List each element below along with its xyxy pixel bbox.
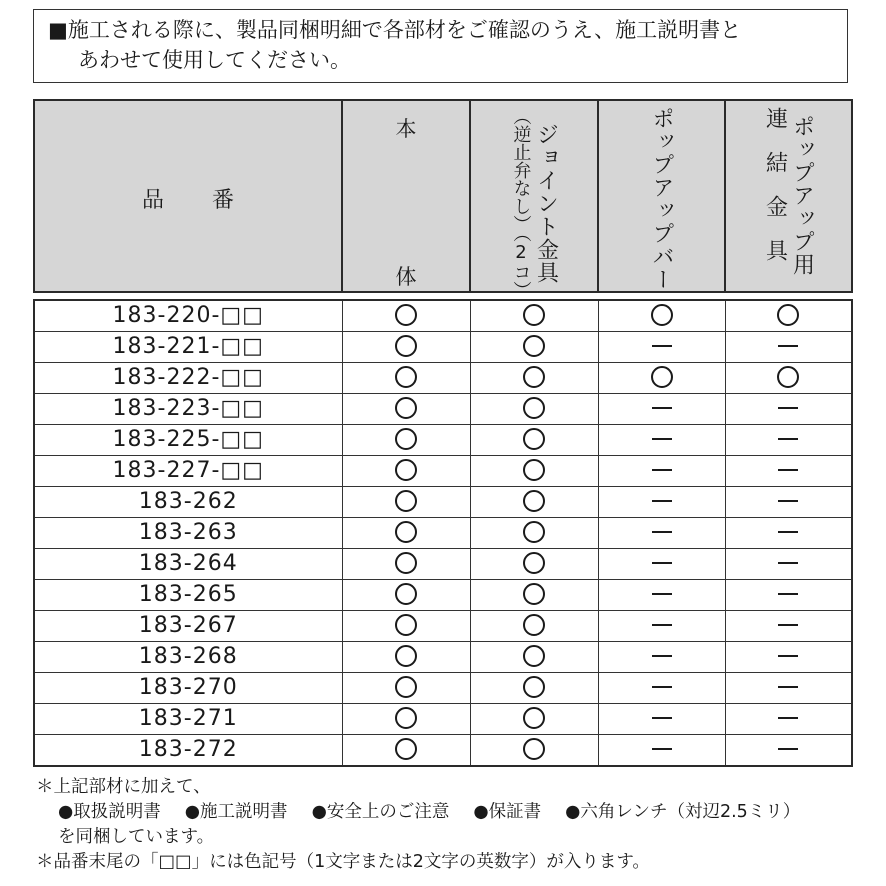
included-mark xyxy=(395,490,417,512)
table-row xyxy=(34,673,852,704)
cell-body xyxy=(342,580,470,611)
header-popup-link-sub: 連結金具 xyxy=(762,107,788,283)
cell-bar xyxy=(598,487,725,518)
notes-section xyxy=(36,775,866,875)
included-mark xyxy=(395,521,417,543)
not-included-mark xyxy=(778,438,798,440)
not-included-mark xyxy=(652,500,672,502)
cell-joint xyxy=(470,487,598,518)
not-included-mark xyxy=(652,531,672,533)
cell-body xyxy=(342,456,470,487)
table-row xyxy=(34,425,852,456)
header-body xyxy=(342,100,470,292)
not-included-mark xyxy=(652,717,672,719)
table-row xyxy=(34,394,852,425)
not-included-mark xyxy=(652,562,672,564)
included-mark xyxy=(523,397,545,419)
not-included-mark xyxy=(652,655,672,657)
note-item: ●保証書 xyxy=(473,802,542,822)
included-mark xyxy=(395,645,417,667)
cell-bar xyxy=(598,735,725,767)
note-item: ●安全上のご注意 xyxy=(311,802,450,822)
cell-link xyxy=(725,394,852,425)
table-row xyxy=(34,611,852,642)
cell-bar xyxy=(598,300,725,332)
note-line-4: ＊品番末尾の「□□」には色記号（1文字または2文字の英数字）が入ります。 xyxy=(36,852,650,872)
cell-body xyxy=(342,673,470,704)
included-mark xyxy=(523,304,545,326)
note-item: ●取扱説明書 xyxy=(58,802,161,822)
included-mark xyxy=(523,490,545,512)
cell-joint xyxy=(470,394,598,425)
product-code: 183-263 xyxy=(34,518,342,549)
note-included-items xyxy=(36,800,866,825)
cell-joint xyxy=(470,611,598,642)
included-mark xyxy=(777,304,799,326)
included-mark xyxy=(395,335,417,357)
cell-body xyxy=(342,704,470,735)
table-body xyxy=(34,300,852,766)
cell-bar xyxy=(598,394,725,425)
not-included-mark xyxy=(778,655,798,657)
cell-bar xyxy=(598,611,725,642)
cell-joint xyxy=(470,363,598,394)
product-code: 183-262 xyxy=(34,487,342,518)
cell-bar xyxy=(598,332,725,363)
included-mark xyxy=(523,552,545,574)
table-row xyxy=(34,332,852,363)
note-line-1: ＊上記部材に加えて、 xyxy=(36,777,211,797)
table-header-row xyxy=(34,100,852,292)
table-row xyxy=(34,363,852,394)
notice-line-2: あわせて使用してください。 xyxy=(78,48,351,72)
header-popup-link-main: ポップアップ用 xyxy=(789,114,815,276)
not-included-mark xyxy=(778,593,798,595)
product-code: 183-223-□□ xyxy=(34,394,342,425)
included-mark xyxy=(523,645,545,667)
not-included-mark xyxy=(778,407,798,409)
cell-joint xyxy=(470,425,598,456)
cell-joint xyxy=(470,642,598,673)
not-included-mark xyxy=(778,469,798,471)
cell-body xyxy=(342,394,470,425)
cell-bar xyxy=(598,425,725,456)
product-code: 183-225-□□ xyxy=(34,425,342,456)
not-included-mark xyxy=(778,562,798,564)
cell-body xyxy=(342,363,470,394)
table-row xyxy=(34,704,852,735)
not-included-mark xyxy=(778,624,798,626)
cell-bar xyxy=(598,456,725,487)
not-included-mark xyxy=(652,748,672,750)
product-code: 183-271 xyxy=(34,704,342,735)
included-mark xyxy=(523,676,545,698)
not-included-mark xyxy=(778,345,798,347)
header-popup-bar-label: ポップアップバー xyxy=(649,107,674,291)
cell-joint xyxy=(470,456,598,487)
not-included-mark xyxy=(652,407,672,409)
cell-body xyxy=(342,518,470,549)
header-joint-sub: （逆止弁なし）（2コ） xyxy=(510,107,532,299)
not-included-mark xyxy=(652,469,672,471)
cell-link xyxy=(725,642,852,673)
product-code: 183-222-□□ xyxy=(34,363,342,394)
cell-body xyxy=(342,300,470,332)
table-row xyxy=(34,518,852,549)
cell-joint xyxy=(470,735,598,767)
included-mark xyxy=(395,397,417,419)
header-hinban-label: 品番 xyxy=(141,188,282,213)
product-code: 183-270 xyxy=(34,673,342,704)
cell-link xyxy=(725,425,852,456)
table-row xyxy=(34,735,852,767)
cell-body xyxy=(342,487,470,518)
included-mark xyxy=(523,366,545,388)
included-mark xyxy=(395,614,417,636)
cell-link xyxy=(725,518,852,549)
cell-bar xyxy=(598,673,725,704)
cell-link xyxy=(725,363,852,394)
table-row xyxy=(34,300,852,332)
product-code: 183-267 xyxy=(34,611,342,642)
notice-box xyxy=(33,9,848,83)
cell-joint xyxy=(470,673,598,704)
cell-body xyxy=(342,642,470,673)
included-mark xyxy=(395,738,417,760)
product-code: 183-221-□□ xyxy=(34,332,342,363)
cell-body xyxy=(342,549,470,580)
cell-joint xyxy=(470,518,598,549)
included-mark xyxy=(523,335,545,357)
table-row xyxy=(34,642,852,673)
cell-bar xyxy=(598,518,725,549)
header-hinban xyxy=(34,100,342,292)
cell-body xyxy=(342,425,470,456)
product-code: 183-220-□□ xyxy=(34,300,342,332)
included-mark xyxy=(395,428,417,450)
cell-bar xyxy=(598,549,725,580)
header-joint-main: ジョイント金具 xyxy=(533,122,559,284)
header-joint xyxy=(470,100,598,299)
not-included-mark xyxy=(778,686,798,688)
note-item: ●施工説明書 xyxy=(184,802,288,822)
notice-line-1: ■施工される際に、製品同梱明細で各部材をご確認のうえ、施工説明書と xyxy=(48,18,742,42)
product-code: 183-265 xyxy=(34,580,342,611)
table-row xyxy=(34,580,852,611)
not-included-mark xyxy=(652,593,672,595)
cell-link xyxy=(725,673,852,704)
included-mark xyxy=(395,583,417,605)
included-mark xyxy=(395,304,417,326)
included-mark xyxy=(523,583,545,605)
header-body-top: 本 xyxy=(395,117,417,141)
cell-link xyxy=(725,549,852,580)
cell-joint xyxy=(470,300,598,332)
cell-link xyxy=(725,487,852,518)
included-mark xyxy=(523,707,545,729)
note-item: ●六角レンチ（対辺2.5ミリ） xyxy=(565,802,801,822)
header-body-bottom: 体 xyxy=(395,265,417,289)
product-code: 183-227-□□ xyxy=(34,456,342,487)
included-mark xyxy=(651,366,673,388)
component-table xyxy=(33,99,853,767)
cell-bar xyxy=(598,580,725,611)
table-row xyxy=(34,549,852,580)
included-mark xyxy=(395,707,417,729)
included-mark xyxy=(777,366,799,388)
not-included-mark xyxy=(778,748,798,750)
note-line-3: を同梱しています。 xyxy=(58,827,215,847)
included-mark xyxy=(523,614,545,636)
included-mark xyxy=(651,304,673,326)
product-code: 183-264 xyxy=(34,549,342,580)
cell-link xyxy=(725,704,852,735)
not-included-mark xyxy=(778,500,798,502)
not-included-mark xyxy=(652,345,672,347)
cell-link xyxy=(725,332,852,363)
included-mark xyxy=(523,428,545,450)
cell-body xyxy=(342,611,470,642)
not-included-mark xyxy=(778,531,798,533)
cell-bar xyxy=(598,704,725,735)
not-included-mark xyxy=(778,717,798,719)
cell-body xyxy=(342,735,470,767)
cell-bar xyxy=(598,363,725,394)
header-popup-link xyxy=(725,100,852,292)
included-mark xyxy=(523,459,545,481)
cell-link xyxy=(725,300,852,332)
cell-link xyxy=(725,580,852,611)
table-row xyxy=(34,487,852,518)
cell-joint xyxy=(470,704,598,735)
product-code: 183-272 xyxy=(34,735,342,767)
cell-bar xyxy=(598,642,725,673)
cell-body xyxy=(342,332,470,363)
included-mark xyxy=(395,676,417,698)
included-mark xyxy=(523,738,545,760)
cell-joint xyxy=(470,580,598,611)
included-mark xyxy=(395,366,417,388)
table-row xyxy=(34,456,852,487)
cell-link xyxy=(725,456,852,487)
included-mark xyxy=(395,552,417,574)
not-included-mark xyxy=(652,624,672,626)
cell-link xyxy=(725,611,852,642)
not-included-mark xyxy=(652,438,672,440)
included-mark xyxy=(523,521,545,543)
not-included-mark xyxy=(652,686,672,688)
cell-link xyxy=(725,735,852,767)
cell-joint xyxy=(470,549,598,580)
included-mark xyxy=(395,459,417,481)
product-code: 183-268 xyxy=(34,642,342,673)
cell-joint xyxy=(470,332,598,363)
header-popup-bar xyxy=(598,100,725,292)
